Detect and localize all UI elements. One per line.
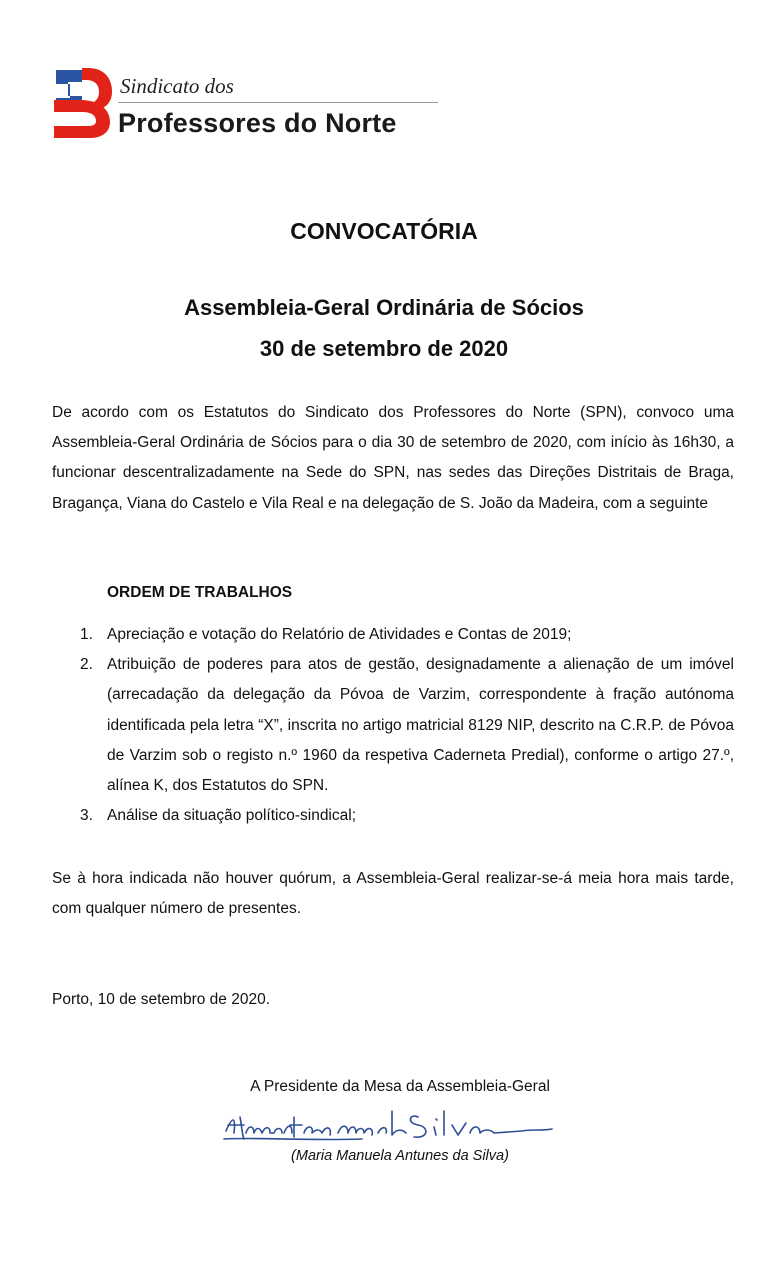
order-item-text: Atribuição de poderes para atos de gestão, designadamente a alienação de um imóvel (arrecadação da delegação da Póvoa de Varzim, correspondente à fração autónoma identificada pela letra “X”, inscrita no artigo matricial 8129 NIP, descrito na C.R.P. de Póvoa de Varzim sob o registo n.º 1960 da respetiva Caderneta Predial), conforme o artigo 27.º, alínea K, dos Estatutos do SPN. (107, 656, 734, 795)
order-item (52, 650, 734, 801)
order-item-number: 3. (80, 807, 93, 825)
document-title: CONVOCATÓRIA (290, 218, 478, 244)
logo-text-line1: Sindicato dos (120, 74, 234, 98)
order-item-text: Apreciação e votação do Relatório de Atividades e Contas de 2019; (107, 626, 572, 643)
signatory-title: A Presidente da Mesa da Assembleia-Geral (250, 1078, 550, 1095)
order-list (52, 620, 734, 831)
spn-logo (52, 66, 452, 142)
logo-text-line2: Professores do Norte (118, 108, 397, 138)
order-item-number: 1. (80, 626, 93, 643)
order-item-number: 2. (80, 656, 93, 674)
logo-divider (118, 102, 438, 103)
order-item (52, 801, 734, 831)
order-title: ORDEM DE TRABALHOS (107, 584, 293, 601)
order-item-text: Análise da situação político-sindical; (107, 807, 356, 825)
handwritten-signature (222, 1103, 558, 1149)
order-item (52, 620, 734, 650)
intro-paragraph: De acordo com os Estatutos do Sindicato dos Professores do Norte (SPN), convoco uma Assembleia-Geral Ordinária de Sócios para o dia 30 de setembro de 2020, com início às 16h30, a funcionar descentralizadamente na Sede do SPN, nas sedes das Direções Distritais de Braga, Bragança, Viana do Castelo e Vila Real e na delegação de S. João da Madeira, com a seguinte (52, 404, 734, 512)
signatory-name: (Maria Manuela Antunes da Silva) (291, 1148, 509, 1164)
document-subtitle-line1: Assembleia-Geral Ordinária de Sócios (184, 295, 584, 320)
place-date: Porto, 10 de setembro de 2020. (52, 991, 271, 1008)
spn-logo-mark-icon (52, 66, 114, 138)
document-subtitle-line2: 30 de setembro de 2020 (259, 336, 509, 361)
quorum-paragraph: Se à hora indicada não houver quórum, a Assembleia-Geral realizar-se-á meia hora mais tarde, com qualquer número de presentes. (52, 870, 734, 918)
